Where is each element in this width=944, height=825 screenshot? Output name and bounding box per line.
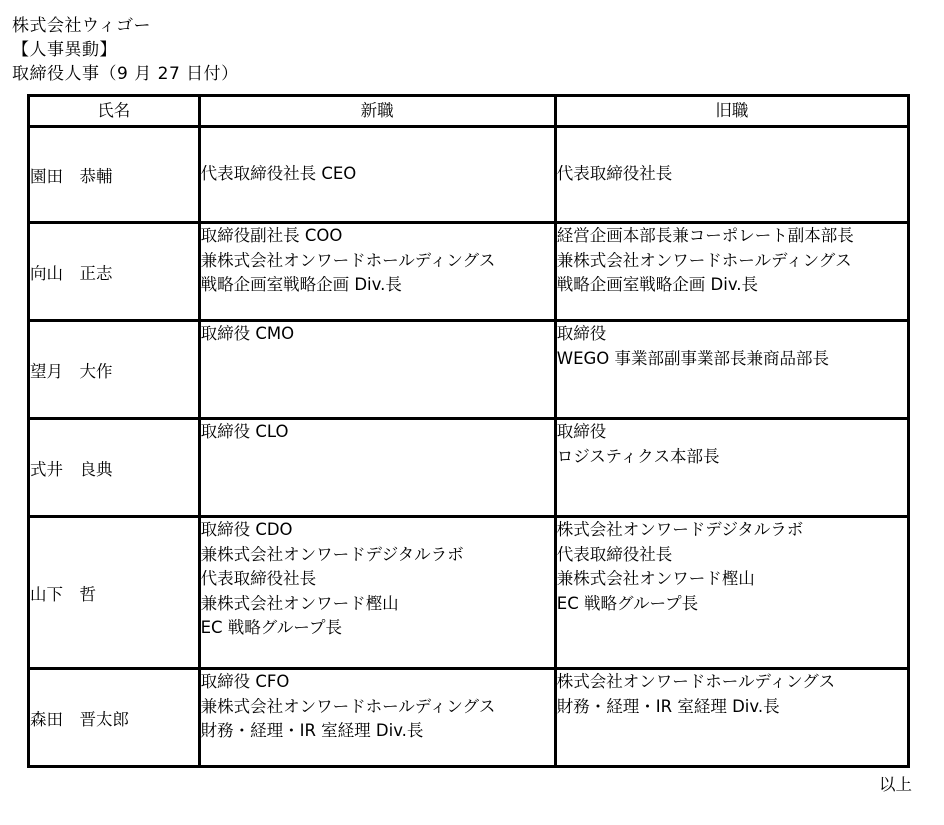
position-line: 取締役 CFO [200,672,290,691]
section-title: 【人事異動】 [12,40,117,60]
position-line: 戦略企画室戦略企画 Div.長 [200,275,402,294]
new-position-cell [199,127,555,223]
person-name: 園田 恭輔 [29,127,200,223]
position-line: EC 戦略グループ長 [556,593,699,613]
old-position-cell [555,321,908,419]
position-line: 取締役 CLO [200,422,289,441]
position-line: 取締役 [556,422,607,441]
new-position-cell [199,517,555,669]
new-position-cell [199,419,555,517]
position-line: 株式会社オンワードホールディングス [556,672,836,691]
new-position-cell [199,223,555,321]
position-line: 代表取締役社長 CEO [200,164,357,184]
document-subtitle: 取締役人事（9 月 27 日付） [12,64,239,84]
position-line: 兼株式会社オンワードホールディングス [200,250,496,270]
old-position-cell [555,517,908,669]
position-line: 財務・経理・IR 室経理 Div.長 [200,721,424,740]
position-line: 代表取締役社長 [556,544,673,564]
personnel-table [27,94,910,768]
position-line: 取締役 CMO [200,324,295,343]
person-name: 山下 哲 [29,517,200,669]
position-line: 兼株式会社オンワード樫山 [556,569,755,588]
table-row [29,419,909,517]
position-line: 兼株式会社オンワードホールディングス [200,696,496,716]
position-line: EC 戦略グループ長 [200,618,342,637]
old-position-cell [555,223,908,321]
position-line: 兼株式会社オンワードデジタルラボ [200,544,464,564]
old-position-cell [555,669,908,767]
column-header-old-position: 旧職 [555,96,908,127]
position-line: 代表取締役社長 [200,569,317,588]
table-row [29,669,909,767]
document-header [12,14,239,86]
table-row [29,127,909,223]
position-line: 株式会社オンワードデジタルラボ [556,520,804,539]
column-header-name: 氏名 [29,96,200,127]
company-name: 株式会社ウィゴー [12,16,151,36]
old-position-cell [555,419,908,517]
person-name: 森田 晋太郎 [29,669,200,767]
position-line: 取締役 CDO [200,520,293,539]
person-name: 向山 正志 [29,223,200,321]
person-name: 望月 大作 [29,321,200,419]
position-line: ロジスティクス本部長 [556,446,720,466]
position-line: 経営企画本部長兼コーポレート副本部長 [556,226,854,245]
new-position-cell [199,669,555,767]
position-line: 兼株式会社オンワード樫山 [200,593,399,613]
position-line: 代表取締役社長 [556,164,673,184]
position-line: 戦略企画室戦略企画 Div.長 [556,275,759,294]
position-line: 取締役副社長 COO [200,226,343,245]
old-position-cell [555,127,908,223]
person-name: 式井 良典 [29,419,200,517]
new-position-cell [199,321,555,419]
position-line: 財務・経理・IR 室経理 Div.長 [556,696,780,716]
table-row [29,321,909,419]
closing-remark: 以上 [879,775,912,794]
table-row [29,517,909,669]
column-header-new-position: 新職 [199,96,555,127]
table-row [29,223,909,321]
position-line: 取締役 [556,324,607,343]
table-header-row [29,96,909,127]
position-line: 兼株式会社オンワードホールディングス [556,250,852,270]
position-line: WEGO 事業部副事業部長兼商品部長 [556,348,830,368]
